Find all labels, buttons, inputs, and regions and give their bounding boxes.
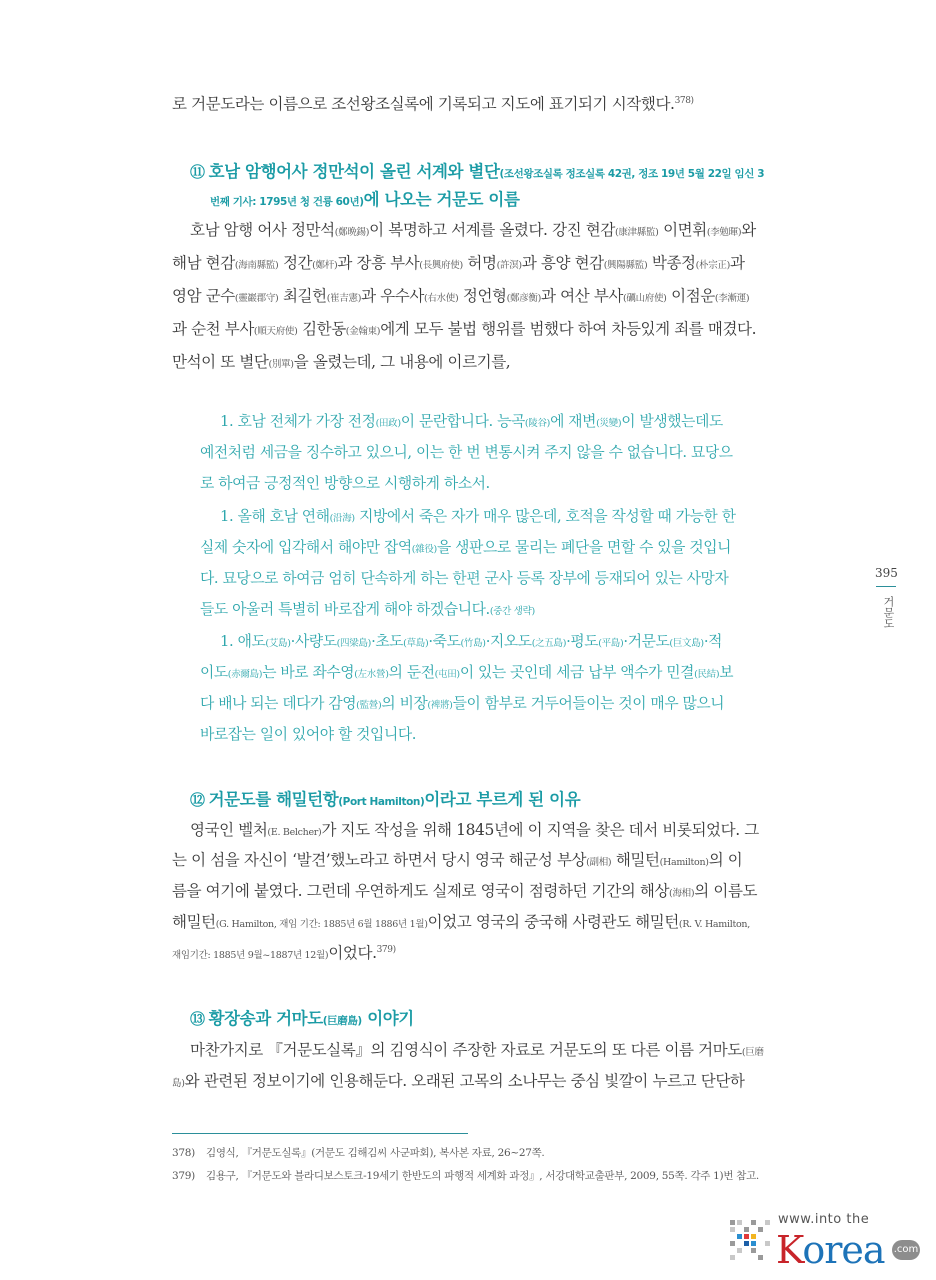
section-12-line-1: 영국인 벨처(E. Belcher)가 지도 작성을 위해 1845년에 이 지역을 찾은 데서 비롯되었다. 그	[190, 821, 759, 839]
section-title: 호남 암행어사 정만석이 올린 서계와 별단	[208, 162, 500, 181]
section-13-heading	[190, 1005, 414, 1029]
section-title-source: (조선왕조실록 정조실록 42권, 정조 19년 5월 22일 임신 3	[499, 168, 765, 180]
quote-line-2: 예전처럼 세금을 징수하고 있으니, 이는 한 번 변통시켜 주지 않을 수 없습니다. 묘당으	[200, 444, 733, 461]
section-13-line-1: 마찬가지로 『거문도실록』의 김영식이 주장한 자료로 거문도의 또 다른 이름 거마도(巨磨	[190, 1041, 764, 1059]
quote-line-4: 1. 올해 호남 연해(沿海) 지방에서 죽은 자가 매우 많은데, 호적을 작성할 때 가능한 한	[220, 508, 736, 525]
quote-line-10: 다 배나 되는 데다가 감영(監營)의 비장(裨將)들이 함부로 거두어들이는 것이 매우 많으니	[200, 695, 725, 712]
intro-paragraph	[172, 92, 792, 114]
section-11-line-5: 만석이 또 별단(別單)을 올렸는데, 그 내용에 이르기를,	[172, 353, 511, 371]
quote-line-7: 들도 아울러 특별히 바로잡게 해야 하겠습니다.(중간 생략)	[200, 601, 535, 618]
section-12-heading	[190, 786, 580, 810]
quote-line-5: 실제 숫자에 입각해서 해야만 잡역(雜役)을 생판으로 물리는 폐단을 면할 수 있을 것입니	[200, 539, 732, 556]
footnote-378: 378) 김영식, 『거문도실록』(거문도 김해김씨 사군파회), 복사본 자료, 26~27쪽.	[172, 1147, 545, 1159]
page-number: 395	[875, 566, 898, 580]
logo-pixel-grid	[730, 1220, 772, 1262]
logo-www-text: www.into the	[778, 1212, 870, 1227]
section-13-line-2: 島)와 관련된 정보이기에 인용해둔다. 오래된 고목의 소나무는 중심 빛깔이 누르고 단단하	[172, 1072, 745, 1090]
section-title-end: 이라고 부르게 된 이유	[424, 790, 581, 809]
quote-line-3: 로 하여금 긍정적인 방향으로 시행하게 하소서.	[200, 475, 490, 492]
footnote-ref-378[interactable]: 378)	[674, 95, 694, 106]
section-title-end: 에 나오는 거문도 이름	[363, 190, 520, 209]
section-11-line-4: 과 순천 부사(順天府使) 김한동(金翰東)에게 모두 불법 행위를 범했다 하여 차등있게 죄를 매겼다.	[172, 320, 757, 338]
quote-line-8: 1. 애도(艾島)·사량도(四梁島)·초도(草島)·죽도(竹島)·지오도(之五島)·평도(平島)·거문도(巨文島)·적	[220, 633, 723, 650]
section-11-heading	[190, 158, 764, 182]
running-title: 거문도	[882, 596, 895, 629]
section-12-line-5: 재임기간: 1885년 9월~1887년 12월)이었다.$^{379)}$	[172, 944, 396, 962]
footnote-divider	[172, 1133, 468, 1134]
section-12-line-4: 해밀턴(G. Hamilton, 재임 기간: 1885년 6월 1886년 1월)이었고 영국의 중국해 사령관도 해밀턴(R. V. Hamilton,	[172, 913, 750, 931]
quote-line-11: 바로잡는 일이 있어야 할 것입니다.	[200, 726, 417, 743]
quote-line-9: 이도(赤爾島)는 바로 좌수영(左水營)의 둔전(屯田)이 있는 곳인데 세금 납부 액수가 민결(民結)보	[200, 664, 734, 681]
logo-korea-wordmark: Korea	[776, 1228, 885, 1272]
section-11-heading-cont	[210, 186, 520, 210]
section-number: ⑪	[190, 163, 205, 181]
section-title-source-cont: 번째 기사: 1795년 청 건륭 60년)	[210, 196, 364, 208]
section-11-line-3: 영암 군수(靈巖郡守) 최길헌(崔吉憲)과 우수사(右水使) 정언형(鄭彦衡)과 여산 부사(礪山府使) 이점운(李漸運)	[172, 287, 750, 305]
section-11-line-1: 호남 암행 어사 정만석(鄭晩錫)이 복명하고 서계를 올렸다. 강진 현감(康津縣監) 이면휘(李勉暉)와	[190, 221, 756, 239]
section-title: 거문도를 해밀턴항	[208, 790, 339, 809]
section-number: ⑫	[190, 791, 205, 809]
footnote-379: 379) 김용구, 『거문도와 블라디보스토크-19세기 한반도의 파행적 세계화 과정』, 서강대학교출판부, 2009, 55쪽. 각주 1)번 참고.	[172, 1170, 759, 1182]
section-title-english: (Port Hamilton)	[338, 796, 425, 808]
quote-line-6: 다. 묘당으로 하여금 엄히 단속하게 하는 한편 군사 등록 장부에 등재되어 있는 사망자	[200, 570, 729, 587]
page-number-rule	[876, 586, 896, 587]
section-12-line-2: 는 이 섬을 자신이 ‘발견’했노라고 하면서 당시 영국 해군성 부상(副相) 해밀턴(Hamilton)의 이	[172, 851, 743, 869]
into-the-korea-logo	[730, 1212, 930, 1276]
section-title-end: 이야기	[361, 1009, 414, 1028]
logo-com-badge: .com	[892, 1240, 920, 1260]
section-title-hanja: (巨磨島)	[322, 1015, 362, 1027]
section-11-line-2: 해남 현감(海南縣監) 정간(鄭杆)과 장흥 부사(長興府使) 허명(許溟)과 흥양 현감(興陽縣監) 박종정(朴宗正)과	[172, 254, 745, 272]
section-number: ⑬	[190, 1010, 205, 1028]
section-title: 황장송과 거마도	[208, 1009, 323, 1028]
quote-line-1: 1. 호남 전체가 가장 전정(田政)이 문란합니다. 능곡(陵谷)에 재변(災變)이 발생했는데도	[220, 413, 723, 430]
footnote-ref-379[interactable]: 379)	[376, 944, 396, 955]
section-12-line-3: 름을 여기에 붙였다. 그런데 우연하게도 실제로 영국이 점령하던 기간의 해상(海相)의 이름도	[172, 882, 758, 900]
intro-text: 로 거문도라는 이름으로 조선왕조실록에 기록되고 지도에 표기되기 시작했다.	[172, 95, 675, 113]
